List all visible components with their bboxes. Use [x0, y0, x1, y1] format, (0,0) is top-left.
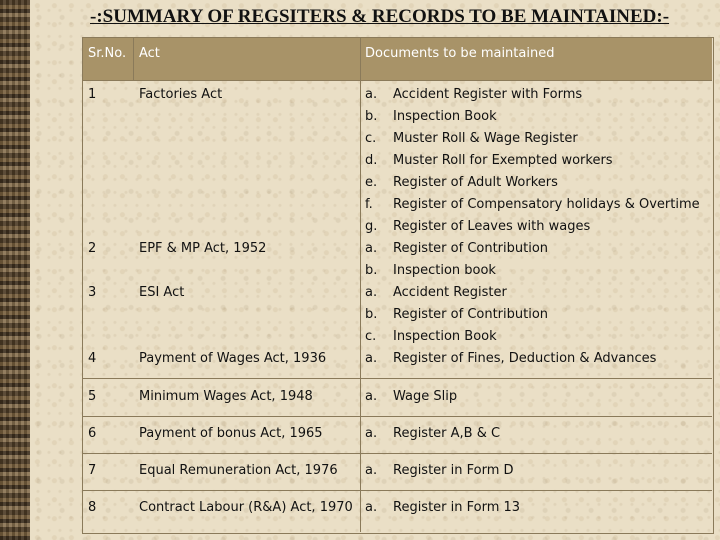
- row-sr-no: 8: [88, 500, 97, 515]
- decorative-left-strip: [0, 0, 30, 540]
- document-text: Inspection Book: [393, 329, 497, 344]
- document-letter: a.: [365, 500, 378, 515]
- document-letter: a.: [365, 285, 378, 300]
- document-letter: c.: [365, 329, 377, 344]
- document-text: Muster Roll for Exempted workers: [393, 153, 613, 168]
- document-text: Inspection Book: [393, 109, 497, 124]
- document-letter: b.: [365, 307, 378, 322]
- document-text: Inspection book: [393, 263, 496, 278]
- row-sr-no: 2: [88, 241, 97, 256]
- header-act: Act: [139, 46, 160, 61]
- document-letter: e.: [365, 175, 378, 190]
- document-letter: b.: [365, 109, 378, 124]
- row-act: Factories Act: [139, 87, 223, 102]
- document-text: Register of Fines, Deduction & Advances: [393, 351, 657, 366]
- row-act: Minimum Wages Act, 1948: [139, 389, 313, 404]
- document-letter: g.: [365, 219, 378, 234]
- document-letter: b.: [365, 263, 378, 278]
- document-text: Accident Register: [393, 285, 507, 300]
- document-letter: a.: [365, 241, 378, 256]
- row-sr-no: 5: [88, 389, 97, 404]
- row-divider: [82, 453, 712, 454]
- row-divider: [82, 490, 712, 491]
- document-letter: a.: [365, 351, 378, 366]
- row-act: ESI Act: [139, 285, 185, 300]
- document-text: Muster Roll & Wage Register: [393, 131, 578, 146]
- row-sr-no: 3: [88, 285, 97, 300]
- document-text: Accident Register with Forms: [393, 87, 583, 102]
- header-documents: Documents to be maintained: [365, 46, 555, 61]
- document-letter: a.: [365, 426, 378, 441]
- row-act: Contract Labour (R&A) Act, 1970: [139, 500, 353, 515]
- column-divider: [133, 37, 134, 80]
- document-text: Wage Slip: [393, 389, 458, 404]
- document-text: Register of Contribution: [393, 307, 549, 322]
- row-act: Payment of bonus Act, 1965: [139, 426, 323, 441]
- row-sr-no: 1: [88, 87, 97, 102]
- row-sr-no: 4: [88, 351, 97, 366]
- row-divider: [82, 378, 712, 379]
- row-act: Equal Remuneration Act, 1976: [139, 463, 338, 478]
- row-sr-no: 7: [88, 463, 97, 478]
- document-letter: a.: [365, 463, 378, 478]
- document-text: Register of Leaves with wages: [393, 219, 591, 234]
- document-letter: a.: [365, 87, 378, 102]
- page-title: -:SUMMARY OF REGSITERS & RECORDS TO BE MAINTAINED:-: [90, 6, 670, 27]
- document-text: Register of Contribution: [393, 241, 549, 256]
- column-divider: [360, 37, 361, 532]
- document-letter: a.: [365, 389, 378, 404]
- document-text: Register A,B & C: [393, 426, 501, 441]
- header-sr-no: Sr.No.: [88, 46, 127, 61]
- document-text: Register in Form 13: [393, 500, 521, 515]
- document-text: Register in Form D: [393, 463, 514, 478]
- row-act: Payment of Wages Act, 1936: [139, 351, 327, 366]
- row-sr-no: 6: [88, 426, 97, 441]
- document-letter: f.: [365, 197, 373, 212]
- row-act: EPF & MP Act, 1952: [139, 241, 267, 256]
- document-letter: d.: [365, 153, 378, 168]
- document-text: Register of Adult Workers: [393, 175, 558, 190]
- row-divider: [82, 416, 712, 417]
- row-divider: [82, 80, 712, 81]
- document-text: Register of Compensatory holidays & Overtime: [393, 197, 700, 212]
- document-letter: c.: [365, 131, 377, 146]
